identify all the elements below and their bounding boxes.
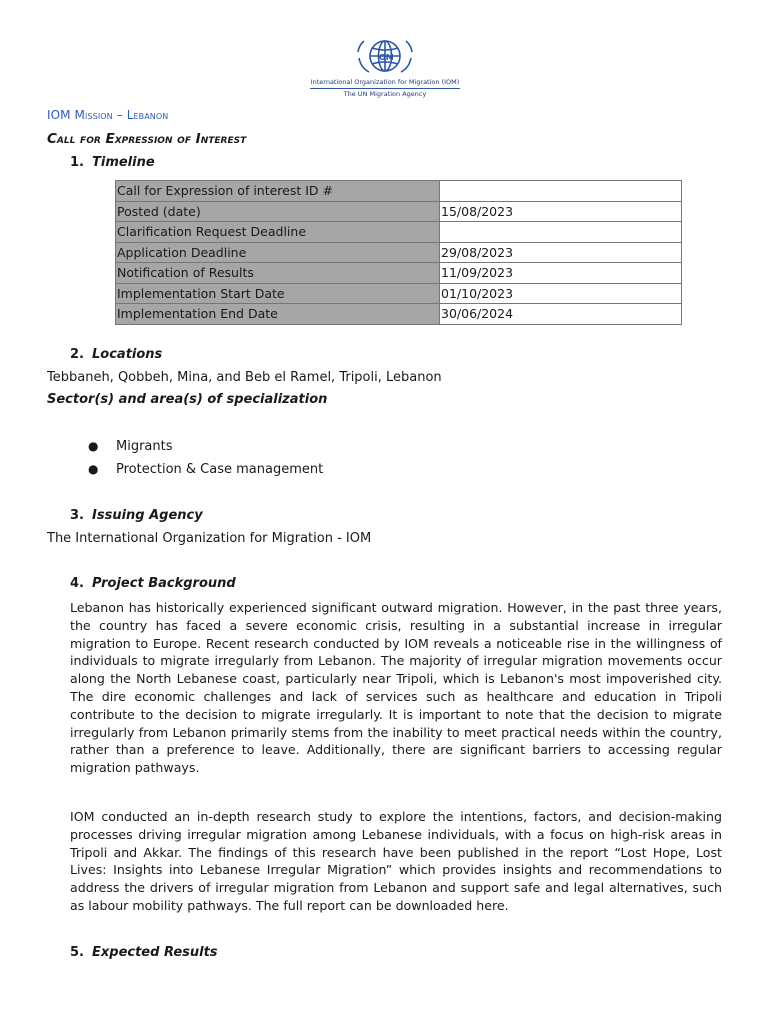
org-tagline: The UN Migration Agency bbox=[343, 90, 427, 98]
locations-text: Tebbaneh, Qobbeh, Mina, and Beb el Ramel, Tripoli, Lebanon bbox=[47, 370, 442, 385]
table-label-cell: Notification of Results bbox=[116, 263, 440, 284]
background-paragraph-1: Lebanon has historically experienced significant outward migration. However, in the past three years, the country has faced a severe economic crisis, resulting in a substantial increase in irregular migration to Europe. Recent research conducted by IOM reveals a noticeable rise in the willingness of individuals to migrate irregularly from Lebanon. The majority of irregular migration movements occur along the North Lebanese coast, particularly near Tripoli, which is Lebanon's most impoverished city. The dire economic challenges and lack of services such as healthcare and education in Tripoli contribute to the decision to migrate irregularly. It is important to note that the decision to migrate irregularly from Lebanon primarily stems from the inability to meet practical needs within the country, rather than a preference to leave. Additionally, there are significant barriers to accessing regular migration pathways. bbox=[70, 600, 722, 776]
logo-divider bbox=[310, 88, 460, 89]
call-heading: Call for Expression of Interest bbox=[47, 131, 247, 147]
section-number: 2. bbox=[70, 347, 84, 362]
section-number: 1. bbox=[70, 155, 84, 170]
section-number: 4. bbox=[70, 576, 84, 591]
section-expected-results-heading bbox=[70, 945, 218, 960]
timeline-table bbox=[115, 180, 682, 325]
table-row bbox=[116, 242, 682, 263]
list-item bbox=[88, 460, 323, 483]
table-row bbox=[116, 222, 682, 243]
table-value-cell: 30/06/2024 bbox=[440, 304, 682, 325]
table-label-cell: Clarification Request Deadline bbox=[116, 222, 440, 243]
section-timeline-heading bbox=[70, 155, 155, 170]
issuing-agency-text: The International Organization for Migration - IOM bbox=[47, 531, 372, 546]
sector-heading: Sector(s) and area(s) of specialization bbox=[47, 392, 328, 407]
table-row bbox=[116, 304, 682, 325]
section-background-heading bbox=[70, 576, 236, 591]
section-number: 3. bbox=[70, 508, 84, 523]
table-label-cell: Application Deadline bbox=[116, 242, 440, 263]
mission-heading: IOM Mission – Lebanon bbox=[47, 108, 169, 122]
org-name: International Organization for Migration (IOM) bbox=[310, 78, 460, 86]
table-value-cell: 15/08/2023 bbox=[440, 201, 682, 222]
background-paragraph-2: IOM conducted an in-depth research study to explore the intentions, factors, and decision-making processes driving irregular migration among Lebanese individuals, with a focus on high-risk areas in Tripoli and Akkar. The findings of this research have been published in the report “Lost Hope, Lost Lives: Insights into Lebanese Irregular Migration” which provides insights and recommendations to address the drivers of irregular migration from Lebanon and support safe and legal alternatives, such as labour mobility pathways. The full report can be downloaded here. bbox=[70, 809, 722, 913]
section-locations-heading bbox=[70, 347, 162, 362]
table-label-cell: Posted (date) bbox=[116, 201, 440, 222]
table-value-cell: 01/10/2023 bbox=[440, 283, 682, 304]
list-item-label: Protection & Case management bbox=[116, 462, 324, 477]
table-value-cell bbox=[440, 181, 682, 202]
sector-list bbox=[88, 437, 323, 483]
bullet-icon: ● bbox=[88, 439, 99, 453]
section-title: Timeline bbox=[92, 155, 155, 170]
table-label-cell: Implementation Start Date bbox=[116, 283, 440, 304]
section-title: Expected Results bbox=[92, 945, 218, 960]
table-label-cell: Implementation End Date bbox=[116, 304, 440, 325]
iom-logo bbox=[310, 36, 460, 98]
table-value-cell bbox=[440, 222, 682, 243]
table-row bbox=[116, 181, 682, 202]
section-title: Issuing Agency bbox=[92, 508, 203, 523]
table-value-cell: 29/08/2023 bbox=[440, 242, 682, 263]
table-row bbox=[116, 201, 682, 222]
bullet-icon: ● bbox=[88, 462, 99, 476]
svg-text:OM: OM bbox=[379, 53, 394, 62]
table-row bbox=[116, 283, 682, 304]
list-item-label: Migrants bbox=[116, 439, 173, 454]
section-title: Project Background bbox=[92, 576, 236, 591]
table-value-cell: 11/09/2023 bbox=[440, 263, 682, 284]
iom-emblem-icon bbox=[355, 36, 415, 76]
section-issuing-agency-heading bbox=[70, 508, 203, 523]
section-title: Locations bbox=[92, 347, 163, 362]
list-item bbox=[88, 437, 323, 460]
table-label-cell: Call for Expression of interest ID # bbox=[116, 181, 440, 202]
section-number: 5. bbox=[70, 945, 84, 960]
table-row bbox=[116, 263, 682, 284]
